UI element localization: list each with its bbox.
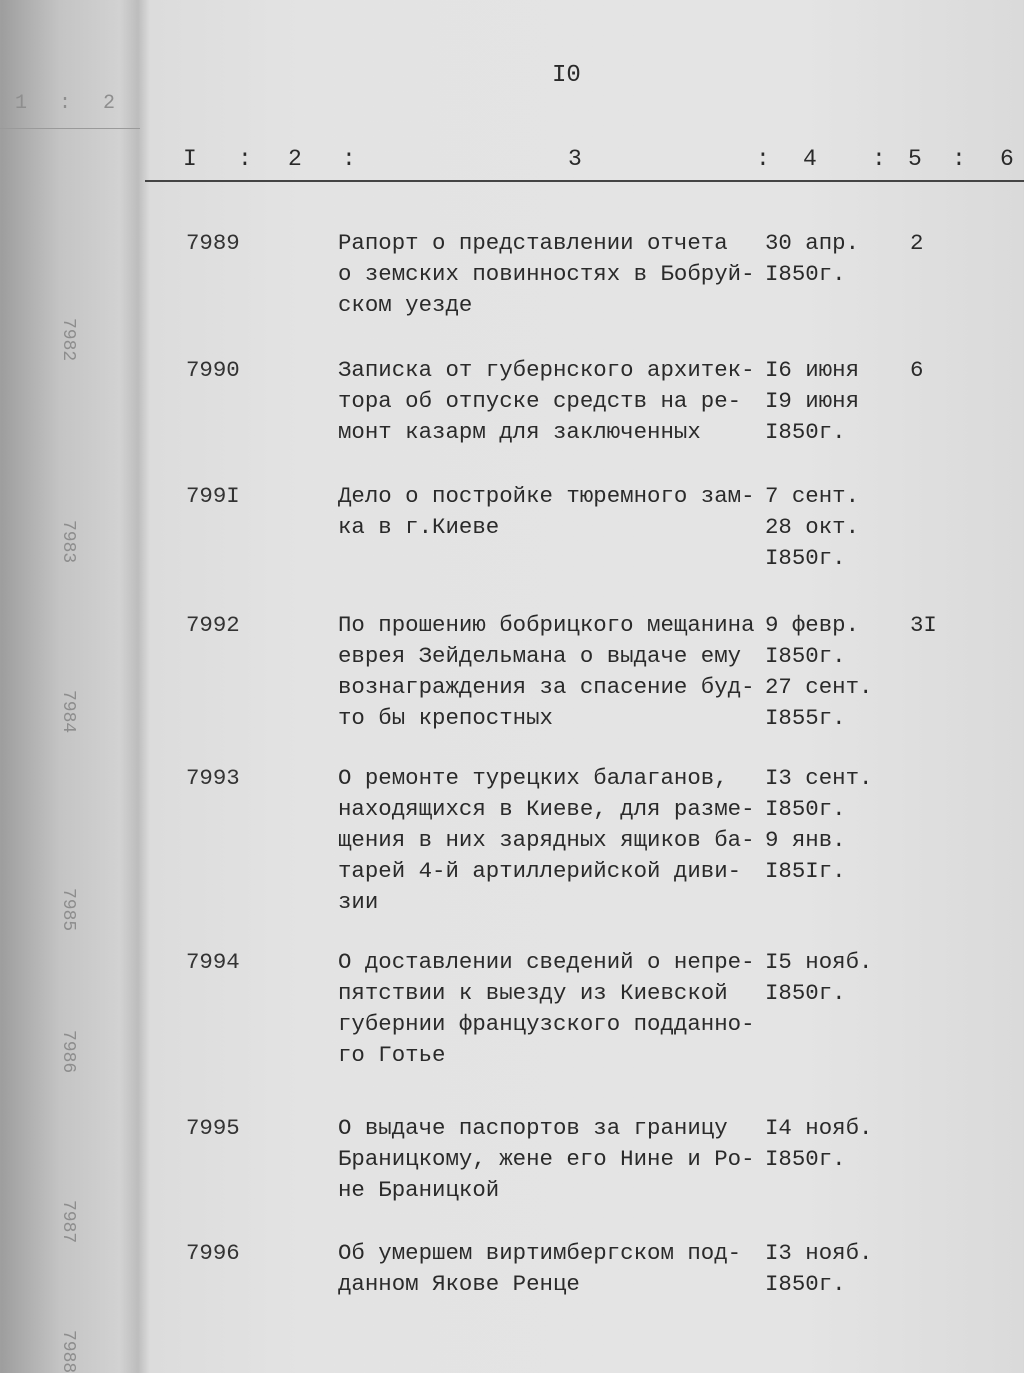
column-header-5: 5 [908,146,922,172]
date-line: 27 сент. [765,674,873,700]
previous-page-record-number: 7988 [58,1330,78,1373]
record-number: 7994 [186,949,240,975]
previous-page-record-number: 7986 [58,1030,78,1074]
description-line: пятствии к выезду из Киевской [338,980,728,1006]
record-dates [765,1113,873,1175]
record-dates [765,1238,873,1300]
description-line: не Браницкой [338,1177,500,1203]
sheet-count: 6 [910,357,924,383]
column-header-3: 3 [568,146,582,172]
date-line: I85Iг. [765,858,846,884]
description-line: Записка от губернского архитек- [338,357,755,383]
record-dates [765,355,859,448]
date-line: I850г. [765,545,846,571]
previous-page-column-header: 1 : 2 [15,92,126,115]
description-line: ка в г.Киеве [338,514,500,540]
record-dates [765,947,873,1009]
previous-page-record-number: 7982 [58,318,78,362]
record-description [338,1113,755,1206]
record-description [338,763,755,918]
date-line: I6 июня [765,357,860,383]
date-line: I3 нояб. [765,1240,873,1266]
previous-page-record-number: 7985 [58,888,78,932]
previous-page-edge [0,0,140,1373]
date-line: I4 нояб. [765,1115,873,1141]
previous-page-rule [0,128,140,129]
record-description [338,228,755,321]
column-header-6: 6 [1000,146,1014,172]
record-number: 7992 [186,612,240,638]
record-description [338,947,755,1071]
description-line: монт казарм для заключенных [338,419,701,445]
description-line: губернии французского подданно- [338,1011,755,1037]
description-line: По прошению бобрицкого мещанина [338,612,755,638]
description-line: то бы крепостных [338,705,553,731]
description-line: тора об отпуске средств на ре- [338,388,742,414]
description-line: Рапорт о представлении отчета [338,230,728,256]
description-line: данном Якове Ренце [338,1271,580,1297]
date-line: I850г. [765,261,846,287]
date-line: I855г. [765,705,846,731]
column-separator: : [756,146,770,172]
date-line: I850г. [765,980,846,1006]
date-line: 7 сент. [765,483,860,509]
header-rule [145,180,1024,182]
column-header-2: 2 [288,146,302,172]
previous-page-record-number: 7983 [58,520,78,564]
date-line: I850г. [765,796,846,822]
record-description [338,481,755,543]
record-dates [765,481,859,574]
date-line: 9 янв. [765,827,846,853]
page-number: I0 [552,62,581,89]
column-header-row [0,146,1024,176]
record-number: 799I [186,483,240,509]
description-line: находящихся в Киеве, для разме- [338,796,755,822]
record-number: 7990 [186,357,240,383]
record-number: 7996 [186,1240,240,1266]
sheet-count: 3I [910,612,937,638]
record-dates [765,763,873,887]
description-line: О выдаче паспортов за границу [338,1115,728,1141]
record-number: 7989 [186,230,240,256]
date-line: I5 нояб. [765,949,873,975]
record-number: 7995 [186,1115,240,1141]
date-line: 30 апр. [765,230,860,256]
description-line: Браницкому, жене его Нине и Ро- [338,1146,755,1172]
record-description [338,1238,741,1300]
previous-page-record-number: 7987 [58,1200,78,1244]
date-line: 28 окт. [765,514,860,540]
description-line: О доставлении сведений о непре- [338,949,755,975]
record-number: 7993 [186,765,240,791]
date-line: 9 февр. [765,612,860,638]
previous-page-record-number: 7984 [58,690,78,734]
description-line: Дело о постройке тюремного зам- [338,483,755,509]
column-separator: : [342,146,356,172]
record-description [338,355,755,448]
description-line: зии [338,889,379,915]
column-separator: : [952,146,966,172]
record-dates [765,228,859,290]
record-dates [765,610,873,734]
column-header-1: I [183,146,197,172]
column-header-4: 4 [803,146,817,172]
description-line: го Готье [338,1042,446,1068]
description-line: о земских повинностях в Бобруй- [338,261,755,287]
date-line: I3 сент. [765,765,873,791]
description-line: щения в них зарядных ящиков ба- [338,827,755,853]
column-separator: : [872,146,886,172]
description-line: еврея Зейдельмана о выдаче ему [338,643,742,669]
column-separator: : [238,146,252,172]
date-line: I850г. [765,419,846,445]
record-description [338,610,755,734]
date-line: I850г. [765,643,846,669]
sheet-count: 2 [910,230,924,256]
description-line: тарей 4-й артиллерийской диви- [338,858,742,884]
description-line: вознаграждения за спасение буд- [338,674,755,700]
date-line: I850г. [765,1271,846,1297]
date-line: I9 июня [765,388,860,414]
date-line: I850г. [765,1146,846,1172]
description-line: Об умершем виртимбергском под- [338,1240,742,1266]
description-line: О ремонте турецких балаганов, [338,765,728,791]
description-line: ском уезде [338,292,473,318]
